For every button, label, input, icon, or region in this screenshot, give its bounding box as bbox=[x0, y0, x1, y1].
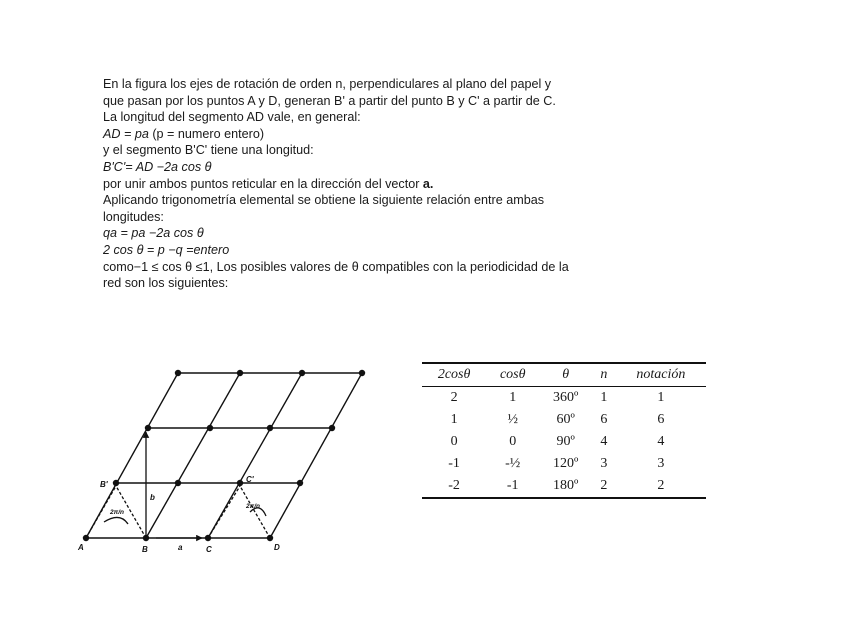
header-n: n bbox=[600, 367, 608, 382]
cell: 6 bbox=[657, 412, 665, 427]
cell: 60º bbox=[556, 412, 575, 427]
cell: -1 bbox=[506, 478, 519, 493]
label-angle-left: 2π/n bbox=[110, 509, 125, 516]
text-line-12: como−1 ≤ cos θ ≤1, Los posibles valores de θ compatibles con la periodicidad de la bbox=[103, 259, 569, 274]
cell: 1 bbox=[600, 390, 608, 405]
text-line-5: y el segmento B'C' tiene una longitud: bbox=[103, 143, 314, 158]
table-row bbox=[422, 453, 706, 475]
cell: 4 bbox=[600, 434, 608, 449]
explanation-text bbox=[103, 76, 743, 292]
cell: 2 bbox=[657, 478, 665, 493]
vector-a: a. bbox=[422, 176, 434, 191]
cell: ½ bbox=[507, 412, 518, 427]
cell: 1 bbox=[509, 390, 517, 405]
cell: 1 bbox=[450, 412, 458, 427]
text-line-2: que pasan por los puntos A y D, generan B' a partir del punto B y C' a partir de C. bbox=[103, 93, 556, 108]
cell: 2 bbox=[600, 478, 608, 493]
header-theta: θ bbox=[562, 367, 570, 382]
cell: 180º bbox=[552, 478, 579, 493]
cell: 2 bbox=[450, 390, 458, 405]
table-header-row bbox=[422, 363, 706, 387]
cell: 360º bbox=[552, 390, 579, 405]
text-line-7-main: por unir ambos puntos reticular en la dirección del vector bbox=[103, 176, 423, 191]
text-line-3: La longitud del segmento AD vale, en general: bbox=[103, 110, 361, 125]
figure-labels bbox=[77, 475, 280, 554]
label-C: C bbox=[206, 545, 212, 554]
text-line-9: longitudes: bbox=[103, 209, 164, 224]
text-line-4 bbox=[103, 126, 743, 143]
cell: 3 bbox=[600, 456, 608, 471]
text-line-13: red son los siguientes: bbox=[103, 276, 229, 291]
label-vector-b: b bbox=[150, 493, 155, 502]
label-Cprime: C' bbox=[246, 475, 254, 484]
formula-2cos: 2 cos θ = p −q =entero bbox=[103, 242, 230, 257]
label-Bprime: B' bbox=[100, 480, 108, 489]
header-notacion: notación bbox=[636, 367, 686, 382]
table-row bbox=[422, 387, 706, 410]
formula-ad: AD = pa bbox=[103, 126, 149, 141]
formula-qa: qa = pa −2a cos θ bbox=[103, 226, 204, 241]
cell: -½ bbox=[505, 456, 521, 471]
cell: 6 bbox=[600, 412, 608, 427]
header-costheta: cosθ bbox=[499, 367, 526, 382]
cell: -1 bbox=[448, 456, 460, 471]
table-row bbox=[422, 409, 706, 431]
cell: 0 bbox=[450, 434, 458, 449]
label-angle-right: 2π/n bbox=[246, 503, 261, 510]
cell: 120º bbox=[552, 456, 579, 471]
cell: 4 bbox=[657, 434, 665, 449]
label-B: B bbox=[142, 545, 148, 554]
header-2costheta: 2cosθ bbox=[437, 367, 471, 382]
text-line-8: Aplicando trigonometría elemental se obtiene la siguiente relación entre ambas bbox=[103, 193, 545, 208]
table-row bbox=[422, 431, 706, 453]
label-vector-a: a bbox=[178, 543, 183, 552]
cell: -2 bbox=[448, 478, 460, 493]
lattice-points bbox=[83, 370, 365, 541]
label-A: A bbox=[78, 543, 84, 552]
label-D: D bbox=[274, 543, 280, 552]
rotation-table bbox=[422, 362, 706, 499]
text-line-1: En la figura los ejes de rotación de orden n, perpendiculares al plano del papel y bbox=[103, 77, 552, 91]
formula-bc: B'C'= AD −2a cos θ bbox=[103, 159, 212, 174]
cell: 0 bbox=[509, 434, 517, 449]
cell: 90º bbox=[556, 434, 575, 449]
cell: 1 bbox=[657, 390, 665, 405]
rotation-values-table bbox=[422, 362, 706, 499]
lattice-figure bbox=[70, 352, 390, 572]
table-row bbox=[422, 475, 706, 498]
lattice-lines bbox=[86, 373, 362, 538]
formula-ad-note: (p = numero entero) bbox=[152, 126, 265, 141]
text-line-7 bbox=[103, 176, 743, 193]
cell: 3 bbox=[657, 456, 665, 471]
